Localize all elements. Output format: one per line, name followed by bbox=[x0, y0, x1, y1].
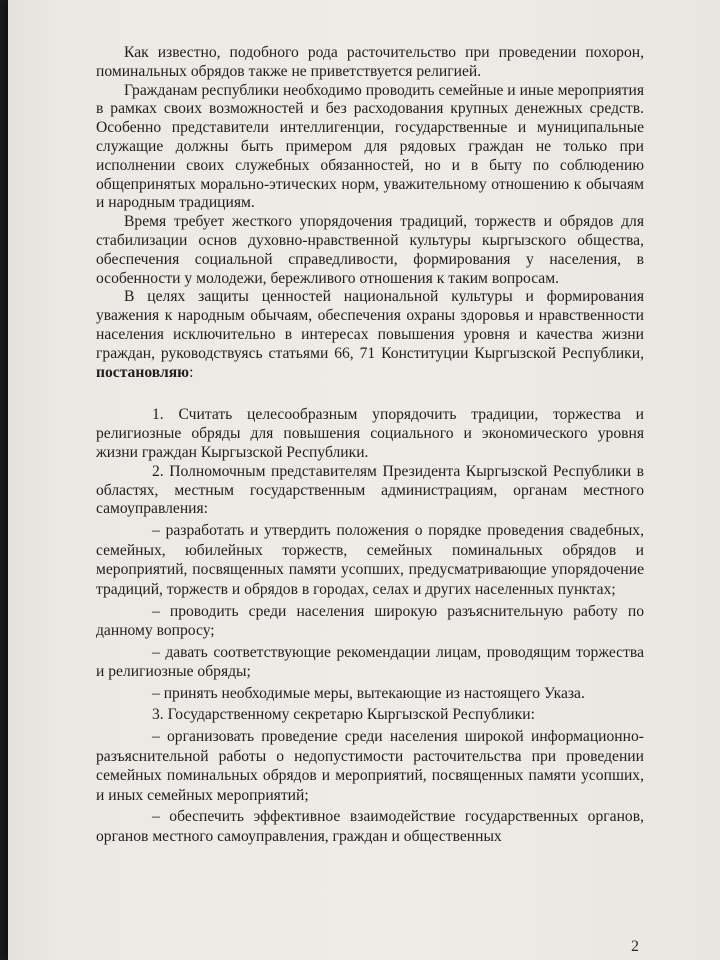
purpose-text: В целях защиты ценностей национальной культуры и формирования уважения к народным обычаям, обеспечения охраны здоровья и нравственности населения исключительно в интересах повышения уровня и качества жизни граждан, руководствуясь статьями 66, 71 Конституции Кыргызской Республики, bbox=[96, 288, 644, 362]
clause-3-item-organize: – организовать проведение среди населения широкой информационно-разъяснительной работы о недопустимости расточительства при проведении семейных поминальных обрядов и мероприятий, посвященных памяти усопших, и иных семейных мероприятий; bbox=[96, 728, 644, 804]
document-body bbox=[96, 44, 644, 847]
clause-2: 2. Полномочным представителям Президента Кыргызской Республики в областях, местным государственным администрациям, органам местного самоуправления: bbox=[96, 462, 644, 518]
decree-word: постановляю bbox=[96, 363, 190, 381]
clause-3: 3. Государственному секретарю Кыргызской Республики: bbox=[152, 706, 535, 724]
clause-2-item-recommend: – давать соответствующие рекомендации лицам, проводящим торжества и религиозные обряды; bbox=[96, 643, 644, 681]
clause-2-item-develop: – разработать и утвердить положения о порядке проведения свадебных, семейных, юбилейных торжеств, семейных поминальных обрядов и мероприятий, посвященных памяти усопших, предусматривающие упорядочение традиций, торжеств и обрядов в городах, селах и других населенных пунктах; bbox=[96, 522, 644, 598]
paragraph-purpose bbox=[96, 288, 644, 382]
clause-3-item-ensure: – обеспечить эффективное взаимодействие государственных органов, органов местного самоуправления, граждан и общественных bbox=[96, 808, 644, 846]
paragraph-religion: Как известно, подобного рода расточительство при проведении похорон, поминальных обрядов также не приветствуется религией. bbox=[96, 44, 644, 80]
document-page bbox=[8, 0, 720, 960]
paragraph-time-requires: Время требует жесткого упорядочения традиций, торжеств и обрядов для стабилизации основ духовно-нравственной культуры кыргызского общества, обеспечения социальной справедливости, формирования у населения, в особенности у молодежи, бережливого отношения к таким вопросам. bbox=[96, 213, 644, 287]
clause-2-item-explain: – проводить среди населения широкую разъяснительную работу по данному вопросу; bbox=[96, 602, 644, 640]
page-number: 2 bbox=[631, 938, 639, 955]
paragraph-citizens: Гражданам республики необходимо проводить семейные и иные мероприятия в рамках своих возможностей и без расходования крупных денежных средств. Особенно представители интеллигенции, государственные и муниципальные служащие должны быть примером для рядовых граждан не только при исполнении своих служебных обязанностей, но и в быту по соблюдению общепринятых морально-этических норм, уважительному отношению к обычаям и народным традициям. bbox=[96, 81, 644, 212]
clause-1: 1. Считать целесообразным упорядочить традиции, торжества и религиозные обряды для повышения социального и экономического уровня жизни граждан Кыргызской Республики. bbox=[96, 406, 644, 461]
clause-2-item-measures: – принять необходимые меры, вытекающие из настоящего Указа. bbox=[152, 684, 585, 702]
decree-colon: : bbox=[189, 363, 194, 381]
